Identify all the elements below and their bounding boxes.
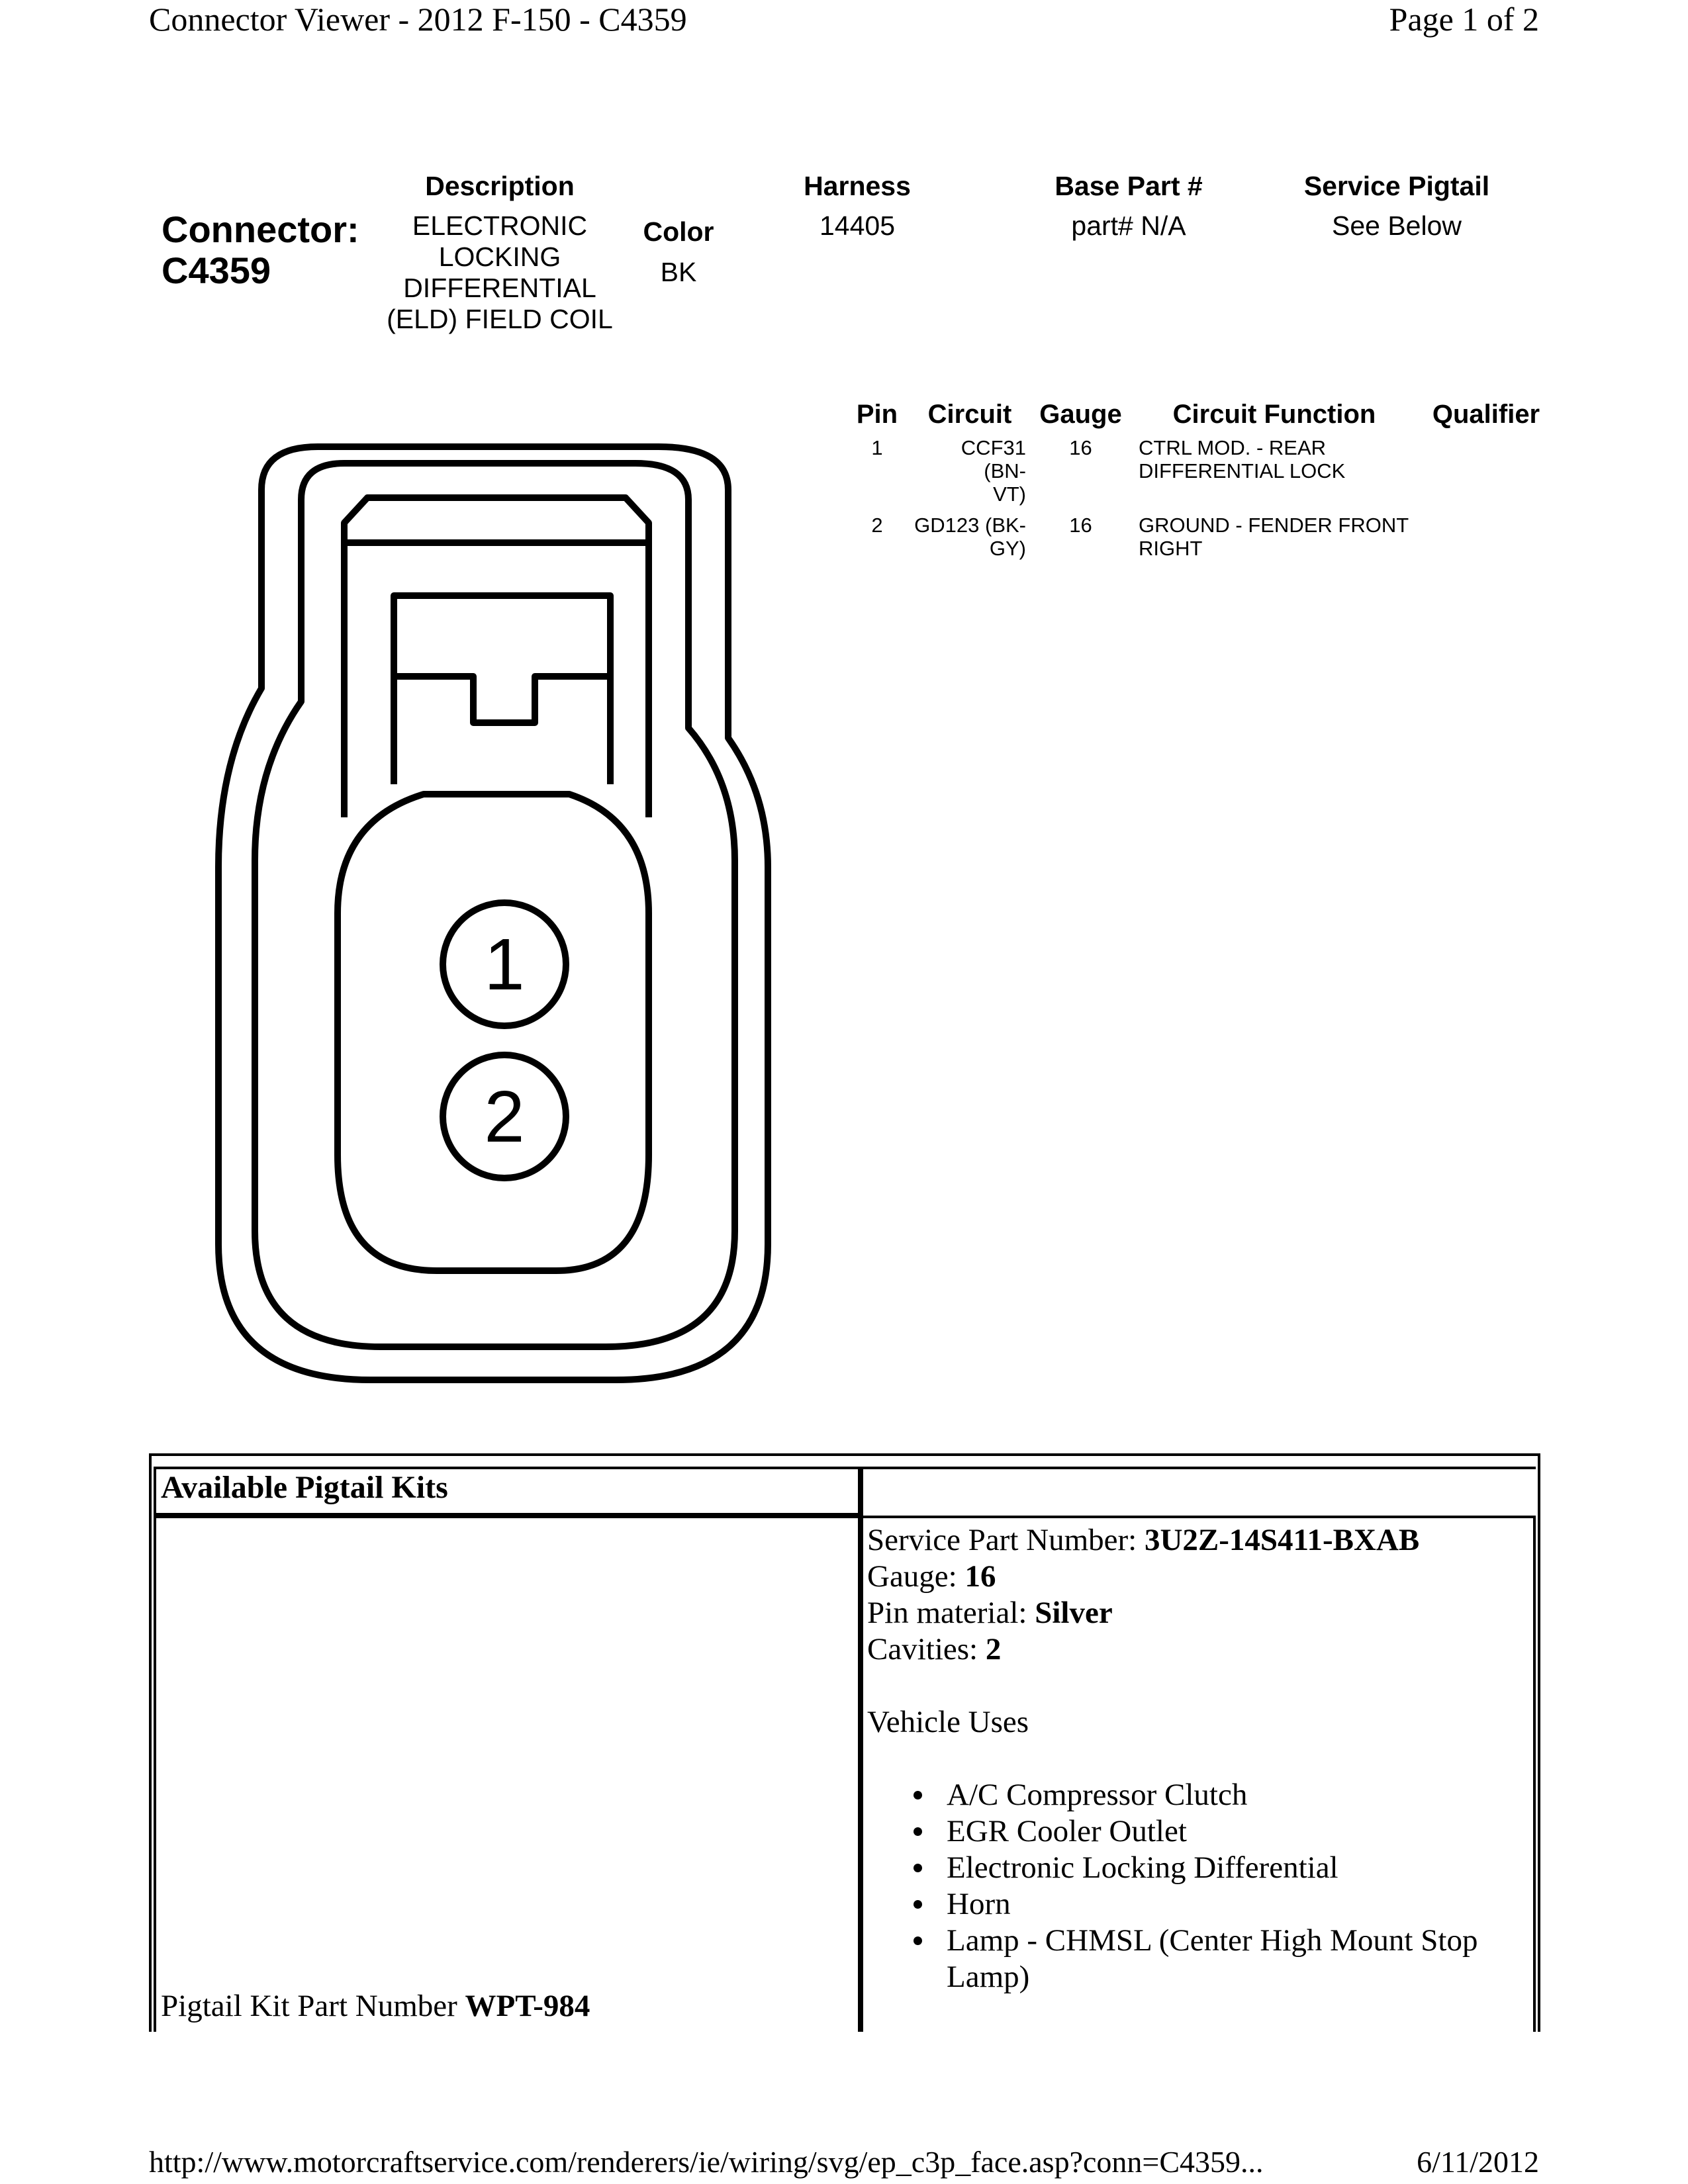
list-item	[914, 1777, 1542, 1813]
pigtail-image-box	[154, 1516, 861, 2032]
list-item	[914, 1886, 1542, 1923]
cavities-label: Cavities:	[867, 1632, 986, 1666]
description-header: Description	[425, 171, 575, 201]
gauge-value: 16	[964, 1559, 996, 1594]
circuit-cell	[914, 436, 1036, 514]
vehicle-uses-title: Vehicle Uses	[867, 1705, 1029, 1739]
table-row	[841, 514, 1549, 568]
connector-id: C4359	[162, 250, 271, 291]
function-line: CTRL MOD. - REAR	[1139, 436, 1327, 459]
bullet-icon	[914, 1827, 922, 1836]
document-title: Connector Viewer - 2012 F-150 - C4359	[149, 1, 687, 38]
qualifier-column-header: Qualifier	[1432, 400, 1540, 429]
footer-url[interactable]: http://www.motorcraftservice.com/renderers/ie/wiring/svg/ep_c3p_face.asp?conn=C4359...	[149, 2145, 1264, 2179]
pigtail-kits-title: Available Pigtail Kits	[161, 1470, 448, 1505]
vehicle-uses-list	[914, 1777, 1542, 1995]
table-row	[841, 436, 1549, 514]
description-line: (ELD) FIELD COIL	[387, 304, 613, 334]
circuit-function-column-header: Circuit Function	[1172, 400, 1376, 429]
gauge-label: Gauge:	[867, 1559, 965, 1594]
gauge-column-header: Gauge	[1039, 400, 1122, 429]
connector-label-line1: Connector:	[162, 208, 359, 250]
function-cell	[1125, 436, 1423, 514]
bullet-icon	[914, 1900, 922, 1909]
description-line: LOCKING	[438, 242, 561, 272]
base-part-value: part# N/A	[1071, 210, 1186, 241]
description-value	[374, 210, 626, 335]
service-part-row	[867, 1522, 1419, 1559]
pigtail-kit-part	[161, 1988, 590, 2024]
pigtail-kit-label: Pigtail Kit Part Number	[161, 1989, 465, 2023]
bullet-icon	[914, 1936, 922, 1945]
list-item	[914, 1850, 1542, 1886]
service-pigtail-header: Service Pigtail	[1303, 171, 1490, 201]
circuit-line: VT)	[993, 482, 1026, 506]
service-pigtail-value: See Below	[1331, 210, 1462, 241]
list-item	[914, 1923, 1542, 1995]
pigtail-kit-number: WPT-984	[465, 1989, 590, 2023]
connector-label	[162, 209, 359, 291]
vehicle-use-text: Electronic Locking Differential	[947, 1850, 1338, 1885]
pin-cell: 1	[871, 436, 883, 459]
qualifier-cell	[1423, 514, 1549, 568]
color-header: Color	[643, 216, 714, 247]
pigtail-title-right-box	[861, 1467, 1536, 1516]
function-line: GROUND - FENDER FRONT	[1139, 514, 1409, 537]
pin-column-header: Pin	[856, 400, 898, 429]
latch-window	[394, 596, 610, 784]
vehicle-use-text: A/C Compressor Clutch	[947, 1778, 1248, 1812]
circuit-line: GD123 (BK-	[914, 514, 1026, 537]
pin-material-value: Silver	[1035, 1596, 1113, 1630]
pin-1-label: 1	[484, 924, 525, 1005]
function-cell	[1125, 514, 1423, 568]
qualifier-cell	[1423, 436, 1549, 514]
pin-2-label: 2	[484, 1076, 525, 1158]
pin-table	[841, 400, 1549, 568]
circuit-cell	[914, 514, 1036, 568]
description-line: ELECTRONIC	[412, 210, 588, 241]
service-part-label: Service Part Number:	[867, 1523, 1145, 1557]
pin-table-header-row	[841, 400, 1549, 436]
footer-date: 6/11/2012	[1417, 2145, 1539, 2179]
color-value: BK	[660, 257, 697, 287]
harness-header: Harness	[804, 171, 911, 201]
circuit-column-header: Circuit	[927, 400, 1012, 429]
pin-material-row	[867, 1595, 1419, 1631]
bullet-icon	[914, 1864, 922, 1872]
bullet-icon	[914, 1791, 922, 1799]
base-part-header: Base Part #	[1055, 171, 1203, 201]
circuit-line: CCF31 (BN-	[961, 436, 1026, 482]
latch-key	[394, 676, 610, 723]
gauge-cell: 16	[1069, 436, 1092, 459]
description-line: DIFFERENTIAL	[403, 273, 596, 303]
gauge-cell: 16	[1069, 514, 1092, 537]
page-number: Page 1 of 2	[1389, 1, 1539, 38]
gauge-row	[867, 1559, 1419, 1595]
harness-value: 14405	[819, 210, 895, 241]
cavities-row	[867, 1631, 1419, 1668]
vehicle-use-text: Lamp - CHMSL (Center High Mount Stop Lamp)	[947, 1923, 1478, 1994]
function-line: DIFFERENTIAL LOCK	[1139, 459, 1346, 482]
vehicle-use-text: EGR Cooler Outlet	[947, 1814, 1187, 1848]
terminal-insert	[338, 794, 649, 1271]
pin-material-label: Pin material:	[867, 1596, 1035, 1630]
list-item	[914, 1813, 1542, 1850]
spacer	[867, 1668, 1419, 1704]
vehicle-use-text: Horn	[947, 1887, 1011, 1921]
function-line: RIGHT	[1139, 537, 1203, 560]
cavities-value: 2	[985, 1632, 1002, 1666]
service-part-value: 3U2Z-14S411-BXAB	[1144, 1523, 1420, 1557]
connector-face-diagram	[199, 424, 781, 1416]
circuit-line: GY)	[989, 537, 1026, 560]
pin-cell: 2	[871, 514, 883, 537]
pigtail-details	[867, 1522, 1419, 1741]
